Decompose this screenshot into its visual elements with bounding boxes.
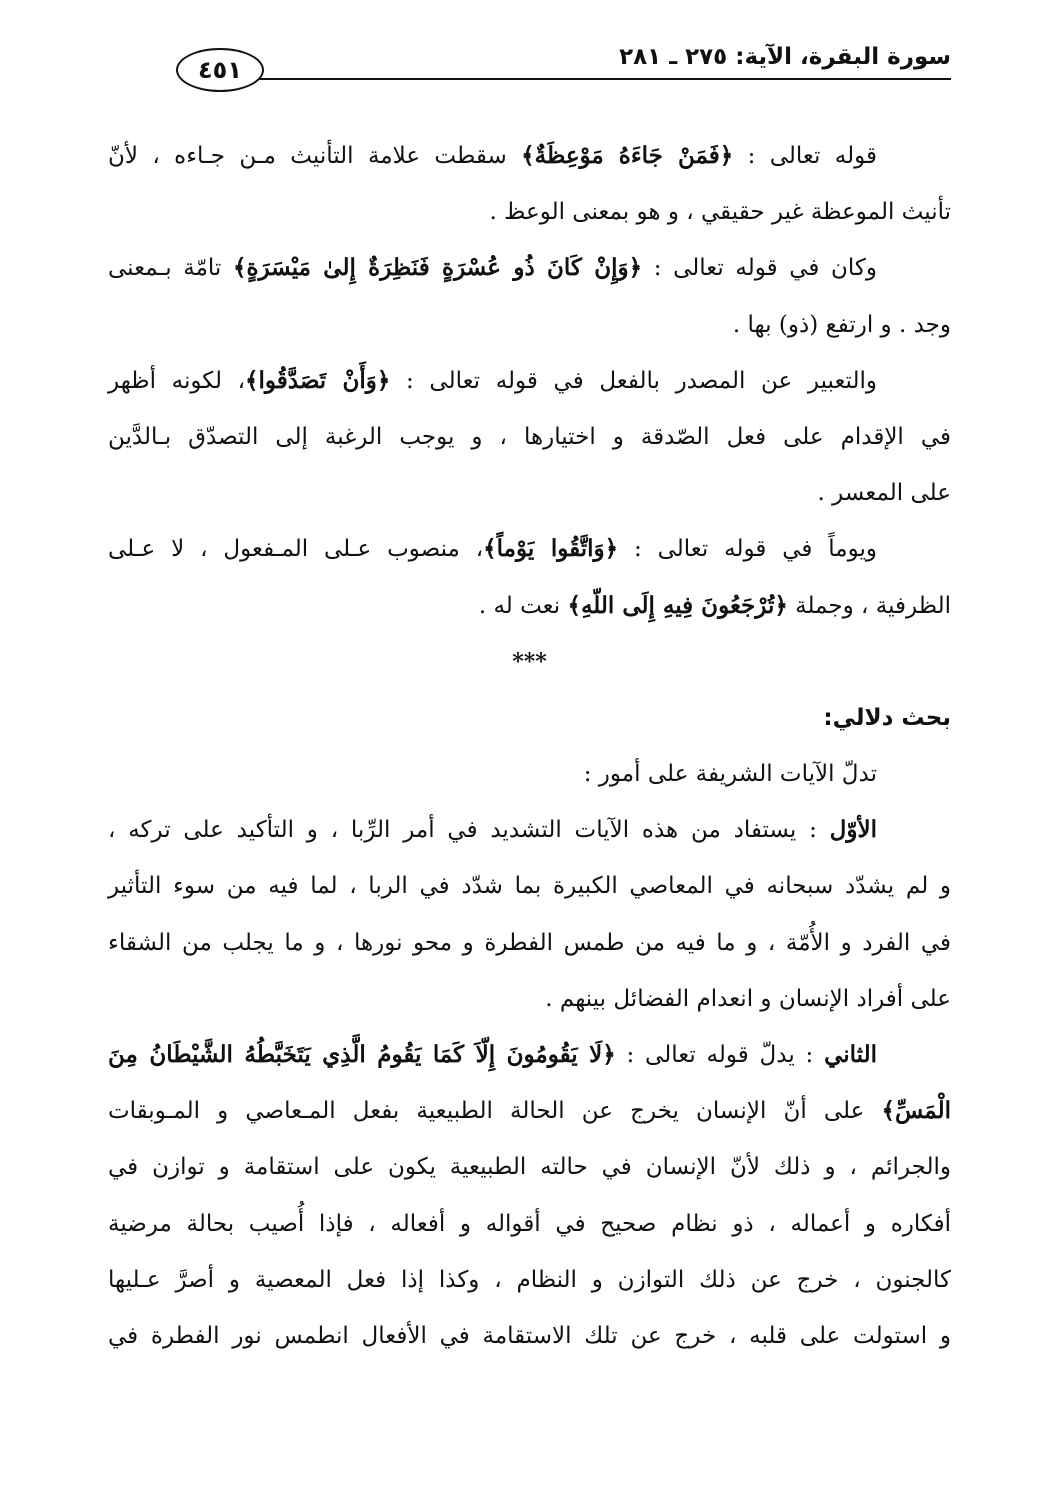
quran-quote: ﴿فَمَنْ جَاءَهُ مَوْعِظَةٌ﴾ [521,142,734,169]
page-body [108,128,951,1364]
text-span: الظرفية ، وجملة [787,592,951,619]
text-line [108,1252,951,1308]
quran-quote: ﴿وَإِنْ كَانَ ذُو عُسْرَةٍ فَنَظِرَةٌ إِلىٰ مَيْسَرَةٍ﴾ [232,254,643,282]
quran-quote: ﴿وَأَنْ تَصَدَّقُوا﴾ [245,366,391,394]
text-line [108,1308,951,1364]
header-rule [208,78,951,80]
text-span: والتعبير عن المصدر بالفعل في قوله تعالى : [390,367,877,394]
point-label: الأوّل [829,816,877,844]
text-line [108,184,951,240]
quran-quote: ﴿وَاتَّقُوا يَوْماً﴾ [483,535,619,563]
text-line [108,521,951,577]
commentary-block [108,128,951,634]
point-label: الثاني [824,1041,877,1068]
text-line [108,128,951,184]
text-span: على المعسر . [817,480,951,507]
text-span: تامّة بـمعنى [108,255,233,282]
text-line [108,915,951,971]
text-line [108,1139,951,1195]
text-line [108,1083,951,1139]
text-span: : يستفاد من هذه الآيات التشديد في أمر الرِّبا ، و التأكيد على تركه ، [108,817,830,844]
section-separator: *** [512,648,547,675]
text-line [108,802,951,858]
text-span: و لم يشدّد سبحانه في المعاصي الكبيرة بما شدّد في الربا ، لما فيه من سوء التأثير [108,873,951,900]
text-span: وكان في قوله تعالى : [642,255,877,282]
text-span: نعت له . [478,592,568,619]
text-span: تدلّ الآيات الشريفة على أمور : [583,761,877,788]
text-span: في الفرد و الأُمّة ، و ما فيه من طمس الفطرة و محو نورها ، و ما يجلب من الشقاء [108,929,951,956]
text-span: وجد . و ارتفع (ذو) بها . [732,311,951,338]
text-line [108,578,951,634]
quran-quote: الْمَسِّ﴾ [881,1097,951,1125]
text-line [108,465,951,521]
quran-quote: ﴿تُرْجَعُونَ فِيهِ إِلَى اللّهِ﴾ [567,591,788,619]
text-line [108,971,951,1027]
text-span: تأنيث الموعظة غير حقيقي ، و هو بمعنى الوعظ . [489,199,951,226]
text-span: ويوماً في قوله تعالى : [618,536,877,563]
text-span: قوله تعالى : [733,143,878,169]
text-line [108,1196,951,1252]
text-span: والجرائم ، و ذلك لأنّ الإنسان في حالته الطبيعية يكون على استقامة و توازن في [108,1154,951,1181]
text-span: سقطت علامة التأنيث مـن جـاءه ، لأنّ [108,143,522,169]
running-title: سورة البقرة، الآية: ٢٧٥ ـ ٢٨١ [619,44,951,70]
text-span: أفكاره و أعماله ، ذو نظام صحيح في أقواله و أفعاله ، فإذا أُصيب بحالة مرضية [108,1210,951,1237]
text-line [108,1027,951,1083]
page-number: ٤٥١ [176,48,264,92]
text-line [108,858,951,914]
semantic-discussion-block [108,746,951,1364]
quran-quote: ﴿لَا يَقُومُونَ إِلّاَ كَمَا يَقُومُ الَّذِي يَتَخَبَّطُهُ الشَّيْطَانُ مِنَ [108,1041,616,1068]
text-span: ، لكونه أظهر [108,367,246,394]
text-span: على أنّ الإنسان يخرج عن الحالة الطبيعية بفعل المـعاصي و المـوبقات [108,1098,882,1125]
text-line [108,240,951,296]
text-span: في الإقدام على فعل الصّدقة و اختيارها ، و يوجب الرغبة إلى التصدّق بـالدَّين [108,423,951,450]
text-span: على أفراد الإنسان و انعدام الفضائل بينهم . [545,985,951,1012]
text-line [108,746,951,802]
page-header [108,40,951,90]
text-line [108,297,951,353]
text-span: كالجنون ، خرج عن ذلك التوازن و النظام ، وكذا إذا فعل المعصية و أصرَّ عـليها [108,1266,951,1293]
text-span: ، منصوب عـلى المـفعول ، لا عـلى [108,536,484,563]
text-line [108,409,951,465]
text-span: : يدلّ قوله تعالى : [615,1042,825,1068]
text-span: و استولت على قلبه ، خرج عن تلك الاستقامة في الأفعال انطمس نور الفطرة في [108,1322,951,1349]
section-heading: بحث دلالي: [823,704,951,731]
text-line [108,353,951,409]
